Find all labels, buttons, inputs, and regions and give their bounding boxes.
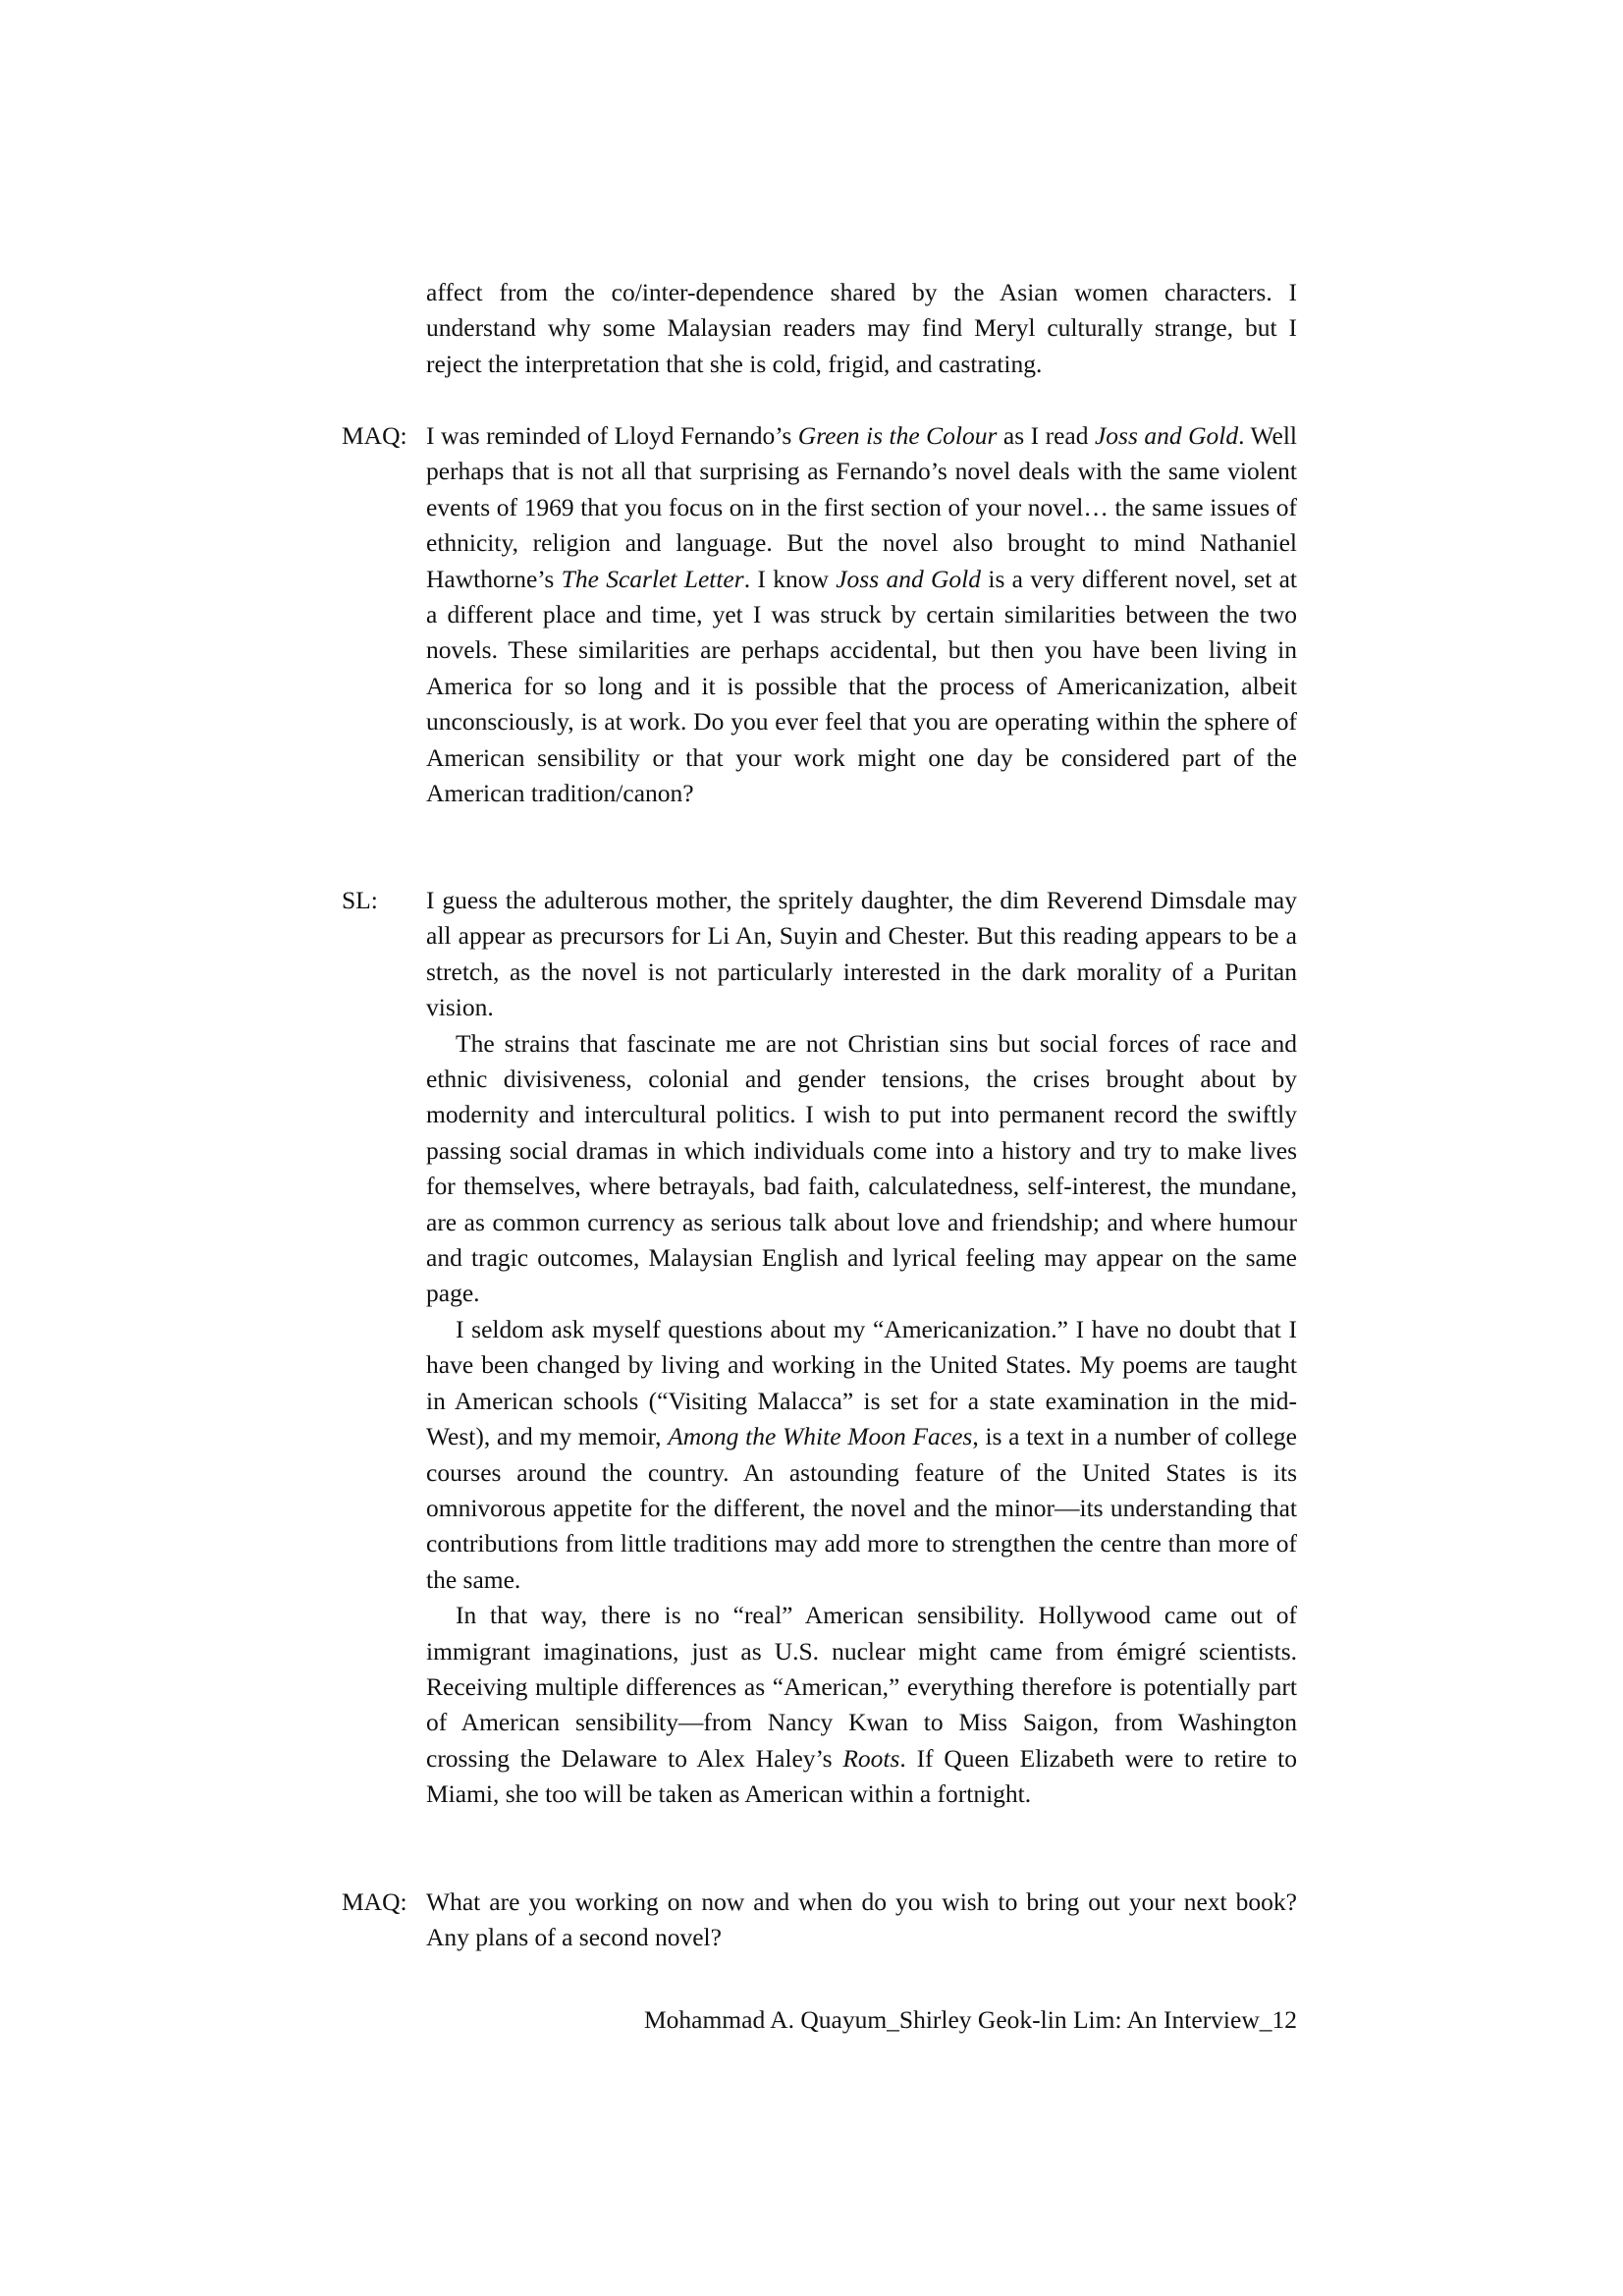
continuation-block bbox=[426, 275, 1297, 382]
book-title: Joss and Gold bbox=[836, 564, 982, 593]
question-block bbox=[426, 1885, 1297, 1956]
question-text: is a very different novel, set at a different place and time, yet I was struck by certain similarities between the two novels. These similarities are perhaps accidental, but then you have been living in America for so long and it is possible that the process of Americanization, albeit unconsciously, is at work. Do you ever feel that you are operating within the sphere of American sensibility or that your work might one day be considered part of the American tradition/canon? bbox=[426, 564, 1298, 808]
book-title: Green is the Colour bbox=[797, 421, 998, 450]
answer-paragraph: The strains that fascinate me are not Christian sins but social forces of race and ethnic divisiveness, colonial and gender tensions, the crises brought about by modernity and intercultural politics. I wish to put into permanent record the swiftly passing social dramas in which individuals come into a history and try to make lives for themselves, where betrayals, bad faith, calculatedness, self-interest, the mundane, are as common currency as serious talk about love and friendship; and where humour and tragic outcomes, Malaysian English and lyrical feeling may appear on the same page. bbox=[426, 1028, 1297, 1308]
book-title: The Scarlet Letter bbox=[561, 564, 744, 593]
book-title: Joss and Gold bbox=[1094, 421, 1239, 450]
answer-paragraph bbox=[426, 1312, 1297, 1598]
question-paragraph: What are you working on now and when do you wish to bring out your next book? Any plans of a second novel? bbox=[426, 1887, 1297, 1952]
answer-text: , is a text in a number of college courses around the country. An astounding feature of the United States is its omnivorous appetite for the different, the novel and the minor—its understanding that contributions from little traditions may add more to strengthen the centre than more of the same. bbox=[426, 1422, 1297, 1594]
answer-block bbox=[426, 883, 1297, 1813]
continuation-paragraph: affect from the co/inter-dependence shared by the Asian women characters. I understand why some Malaysian readers may find Meryl culturally strange, but I reject the interpretation that she is cold, frigid, and castrating. bbox=[426, 278, 1297, 378]
question-text: . I know bbox=[743, 564, 837, 593]
question-text: . Well perhaps that is not all that surprising as Fernando’s novel deals with the same violent events of 1969 that you focus on in the first section of your novel… the same issues of ethnicity, religion and language. But the novel also brought to mind Nathaniel Hawthorne’s bbox=[426, 421, 1297, 593]
question-paragraph bbox=[426, 418, 1297, 811]
question-block bbox=[426, 418, 1297, 811]
answer-paragraph bbox=[426, 1598, 1297, 1812]
answer-text: . If Queen Elizabeth were to retire to Miami, she too will be taken as American within a fortnight. bbox=[426, 1743, 1297, 1809]
speaker-label-sl: SL: bbox=[342, 886, 378, 914]
speaker-label-maq: MAQ: bbox=[342, 421, 407, 450]
book-title: Among the White Moon Faces bbox=[668, 1422, 973, 1451]
speaker-label-maq: MAQ: bbox=[342, 1887, 407, 1916]
running-footer: Mohammad A. Quayum_Shirley Geok-lin Lim: An Interview_12 bbox=[643, 2005, 1297, 2034]
answer-text: In that way, there is no “real” American sensibility. Hollywood came out of immigrant imaginations, just as U.S. nuclear might came from émigré scientists. Receiving multiple differences as “American,” everything therefore is potentially part of American sensibility—from Nancy Kwan to Miss Saigon, from Washington crossing the Delaware to Alex Haley’s bbox=[426, 1601, 1297, 1773]
book-title: Roots bbox=[842, 1743, 900, 1773]
answer-text: I seldom ask myself questions about my “Americanization.” I have no doubt that I have been changed by living and working in the United States. My poems are taught in American schools (“Visiting Malacca” is set for a state examination in the mid-West), and my memoir, bbox=[426, 1314, 1297, 1451]
answer-paragraph: I guess the adulterous mother, the spritely daughter, the dim Reverend Dimsdale may all appear as precursors for Li An, Suyin and Chester. But this reading appears to be a stretch, as the novel is not particularly interested in the dark morality of a Puritan vision. bbox=[426, 886, 1297, 1022]
question-text: as I read bbox=[997, 421, 1095, 450]
question-text: I was reminded of Lloyd Fernando’s bbox=[426, 421, 798, 450]
